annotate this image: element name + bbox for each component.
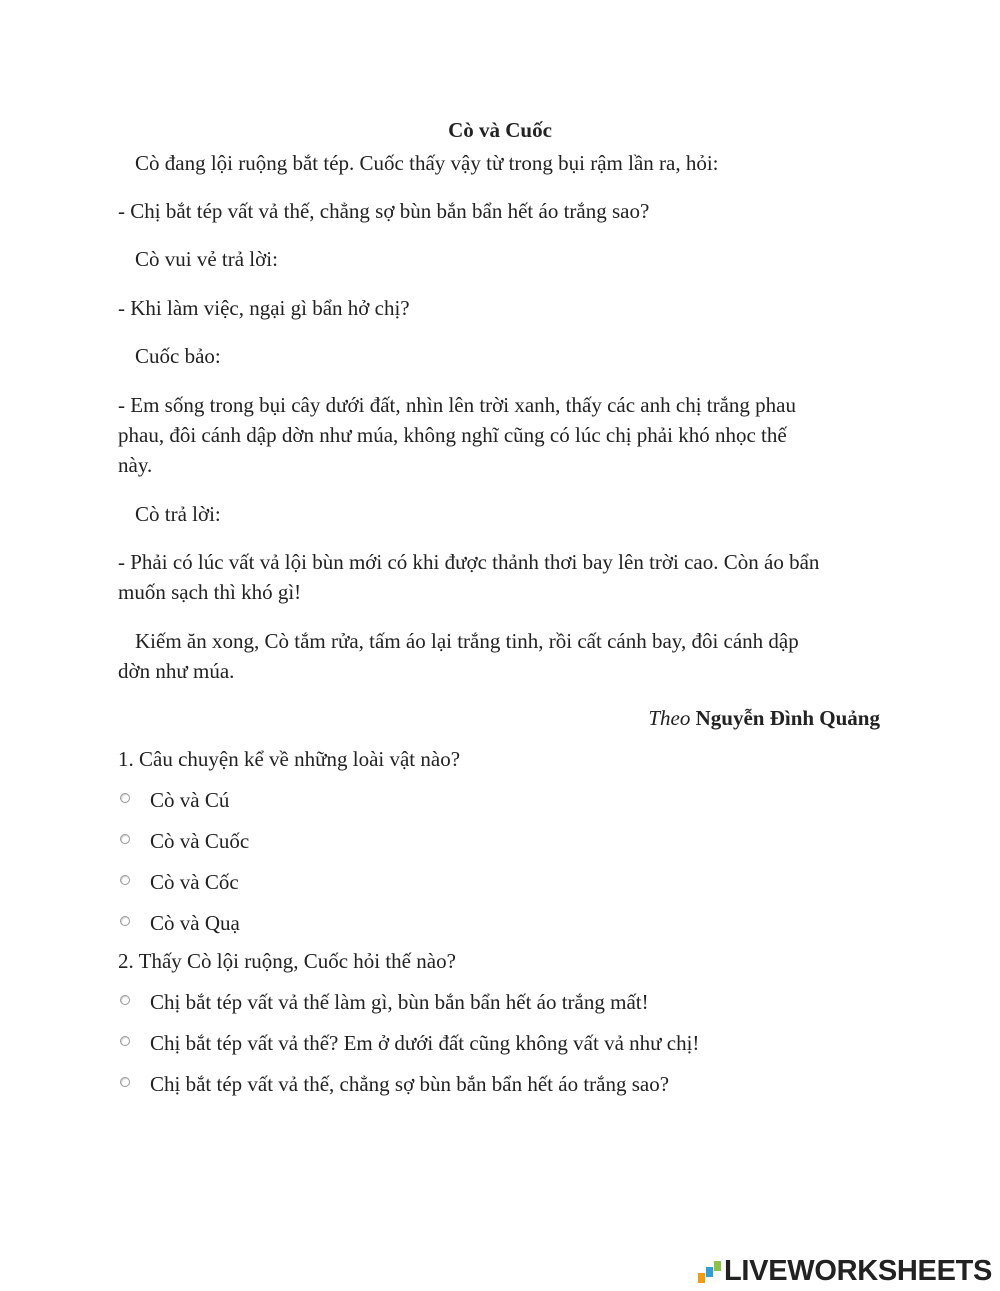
logo-block-icon (706, 1267, 713, 1277)
logo-block-icon (714, 1261, 721, 1271)
radio-button[interactable] (120, 995, 130, 1005)
option-label: Cò và Cốc (150, 870, 239, 894)
story-line: phau, đôi cánh dập dờn như múa, không nghĩ cũng có lúc chị phải khó nhọc thế (118, 423, 787, 447)
question-1-text: 1. Câu chuyện kể về những loài vật nào? (118, 747, 461, 771)
story-line: Cò trả lời: (135, 502, 221, 526)
option-label: Cò và Cú (150, 788, 230, 812)
story-title: Cò và Cuốc (448, 118, 552, 142)
radio-button[interactable] (120, 916, 130, 926)
radio-button[interactable] (120, 793, 130, 803)
story-line: - Chị bắt tép vất vả thế, chẳng sợ bùn bắn bẩn hết áo trắng sao? (118, 199, 650, 223)
story-line: này. (118, 453, 153, 477)
story-line: - Em sống trong bụi cây dưới đất, nhìn lên trời xanh, thấy các anh chị trắng phau (118, 393, 796, 417)
radio-button[interactable] (120, 1036, 130, 1046)
story-line: Cuốc bảo: (135, 344, 221, 368)
option-label: Chị bắt tép vất vả thế, chẳng sợ bùn bắn bẩn hết áo trắng sao? (150, 1072, 670, 1096)
radio-button[interactable] (120, 1077, 130, 1087)
option-label: Chị bắt tép vất vả thế làm gì, bùn bắn bẩn hết áo trắng mất! (150, 990, 649, 1014)
story-line: Cò vui vẻ trả lời: (135, 247, 278, 271)
logo-text: LIVEWORKSHEETS (724, 1255, 993, 1287)
story-line: Kiếm ăn xong, Cò tắm rửa, tấm áo lại trắng tinh, rồi cất cánh bay, đôi cánh dập (135, 629, 799, 653)
option-label: Chị bắt tép vất vả thế? Em ở dưới đất cũng không vất vả như chị! (150, 1031, 700, 1055)
logo-blocks-icon (698, 1261, 722, 1283)
story-line: - Phải có lúc vất vả lội bùn mới có khi được thảnh thơi bay lên trời cao. Còn áo bẩn (118, 550, 820, 574)
question-2-text: 2. Thấy Cò lội ruộng, Cuốc hỏi thế nào? (118, 949, 456, 973)
radio-button[interactable] (120, 834, 130, 844)
story-line: muốn sạch thì khó gì! (118, 580, 302, 604)
option-label: Cò và Cuốc (150, 829, 250, 853)
radio-button[interactable] (120, 875, 130, 885)
logo-block-icon (698, 1273, 705, 1283)
option-label: Cò và Quạ (150, 911, 240, 935)
story-byline (648, 706, 880, 731)
story-line: - Khi làm việc, ngại gì bẩn hở chị? (118, 296, 410, 320)
byline-prefix: Theo (648, 706, 691, 730)
author-name: Nguyễn Đình Quảng (695, 706, 880, 730)
story-line: Cò đang lội ruộng bắt tép. Cuốc thấy vậy từ trong bụi rậm lần ra, hỏi: (135, 151, 719, 175)
story-line: dờn như múa. (118, 659, 235, 683)
